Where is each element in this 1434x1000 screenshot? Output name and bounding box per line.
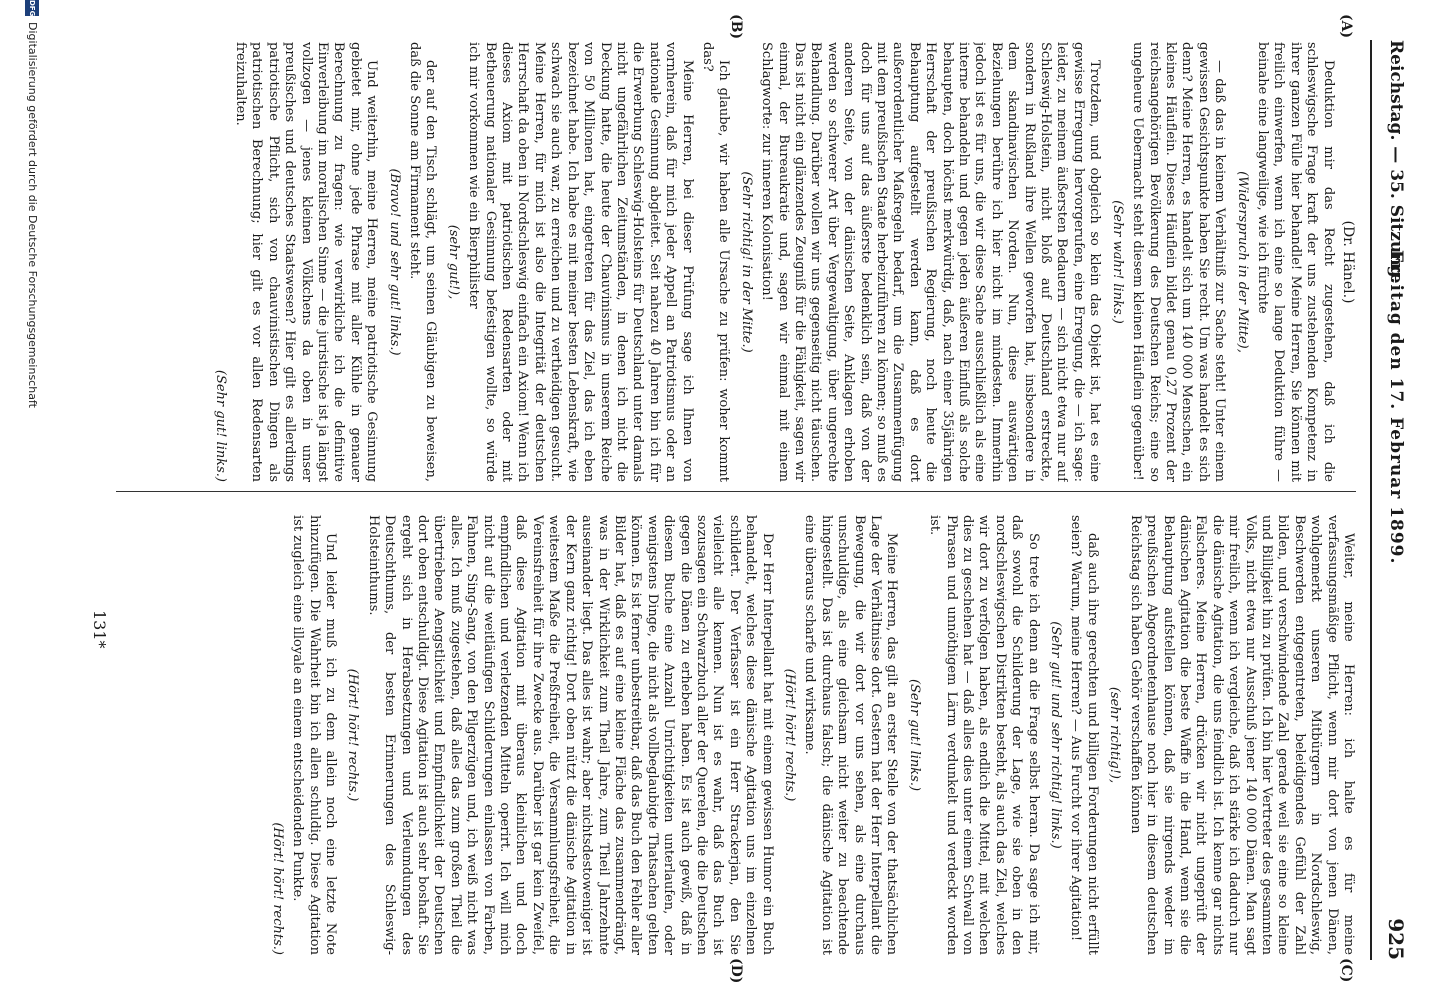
interjection: (Sehr gut! links.) (906, 678, 922, 792)
paragraph: daß auch ihre gerechten und billigen Forderungen nicht erfüllt seien? Warum, meine Herren? — Aus Furcht vor ihrer Agitation! (1068, 515, 1100, 955)
paragraph: Und leider muß ich zu dem allein noch eine letzte Note hinzufügen. Die Wahrheit bin ich allen schuldig. Diese Agitation ist zugleich eine illoyale an einem entscheidenden Punkte. (290, 515, 339, 955)
interjection: (Widerspruch in der Mitte), (1234, 171, 1250, 353)
interjection: (Bravo! und sehr gut! links.) (386, 168, 402, 356)
paragraph: Deduktion mir das Recht zugestehen, daß ich die schleswigsche Frage kraft der uns zustehenden Kompetenz in ihrer ganzen Fülle hier behandle! Meine Herren, Sie können mit freilich einwerfen, wenn ich eine so lange Deduktion führe — beinahe eine langweilige, wie ich fürchte (1254, 42, 1336, 482)
interjection: (Hört! hört! rechts.) (269, 822, 285, 955)
interjection: (Sehr gut! und sehr richtig! links.) (1048, 621, 1064, 849)
digitization-credit (25, 0, 39, 1000)
interjection: (Sehr richtig! in der Mitte.) (738, 171, 754, 353)
interjection: (sehr richtig!), (1107, 686, 1123, 784)
left-column (116, 42, 1356, 482)
paragraph: — daß das in keinem Verhältniß zur Sache steht! Unter einem gewissen Gesichtspunkte haben Sie recht. Um was handelt es sich denn? Meine Herren, es handelt sich um 140 000 Menschen, ein kleines Häuflein. Dieses Häuflein bildet genau 0,27 Prozent der reichsangehörigen Bevölkerung des Deutschen Reichs; eine so ungeheure Uebermacht steht diesem kleinen Häuflein gegenüber! (1130, 42, 1228, 482)
header-date: Freitag den 17. Februar 1899. (1386, 250, 1406, 565)
margin-marker-d: (D) (728, 958, 744, 984)
right-column (116, 515, 1356, 955)
paragraph: Ich glaube, wir haben alle Ursache zu prüfen: woher kommt das? (699, 42, 732, 482)
page-header (1376, 40, 1416, 960)
header-rule (1370, 40, 1372, 960)
margin-marker-c: (C) (1338, 958, 1354, 983)
interjection: (Sehr wahr! links.) (1109, 200, 1125, 324)
interjection: (sehr gut!), (445, 224, 461, 300)
header-page-number: 925 (1384, 918, 1408, 960)
paragraph: Und weiterhin, meine Herren, meine patriotische Gesinnung gebietet mir, ohne jede Phrase mit aller Kühle in genauer Berechnung zu fragen: wie verwirkliche ich die definitive Einverleibung im moralischen Sinne — die juristische ist ja längst vollzogen — jenes kleinen Völkchens da oben in unser preußisches und deutsches Staatswesen? Hier gilt es allerdings patriotische Pflicht, sich von chauvinistischen Dingen als patriotischen Berechnung; hier gilt es vor allen Redensarten freizuhalten. (233, 42, 380, 482)
dfg-logo-icon: DFG (25, 0, 39, 16)
paragraph: Weiter, meine Herren: ich halte es für meine verfassungsmäßige Pflicht, wenn mir dort von jenen Dänen, wohlgemerkt unseren Mitbürgern in Nordschleswig, Beschwerden entgegentreten, beleidigendes Gefühl der Zahl bilden, und verschwindende Zahl gerade weil sie eine so kleine und Billigkeit hin zu prüfen. Ich bin hier Vertreter des gesammten Volks, nicht etwa nur Ausschuß jener 140 000 Dänen. Man sagt mir freilich, wenn ich vergleiche, daß ich stärke ich dadurch nur die dänische Agitation, die uns feindlich ist. Ich kenne gar nichts Falscheres. Meine Herren, drücken wir nicht ungeprüft der dänischen Agitation die beste Waffe in die Hand, wenn sie die Behauptung aufstellen können, daß sie nirgends weder im preußischen Abgeordnetenhause noch hier in diesem deutschen Reichstag sich haben Gehör verschaffen können (1127, 515, 1356, 955)
paragraph: der auf den Tisch schlägt, um seinen Gläubigen zu beweisen, daß die Sonne am Firmament steht. (407, 42, 439, 482)
paragraph: So trete ich denn an die Frage selbst heran. Da sage ich mir, daß sowohl die Schilderung der Lage, wie sie oben in den nordschleswigschen Distrikten besteht, als auch das Ziel, welches wir dort zu verfolgen haben, als endlich die Mittel, mit welchen dies zu geschehen hat — daß alles dies unter einem Schwall von Phrasen und unnöthigem Lärm verdunkelt und verdeckt worden ist. (927, 515, 1041, 955)
credit-text: Digitalisierung gefördert durch die Deutsche Forschungsgemeinschaft (26, 22, 39, 408)
paragraph: Meine Herren, bei dieser Prüfung sage ich Ihnen von vornherein, daß für mich jeder Appell an Patriotismus oder an nationale Gesinnung abgleitet. Seit nahezu 40 Jahren bin ich für die Erwerbung Schleswig-Holsteins für Deutschland unter damals nicht ungefährlichen Zeitumständen, in denen ich nicht die Deckung hatte, die heute der Chauvinismus in unserem Reiche von 50 Millionen hat, eingetreten für das Ziel, das ich eben bezeichnet habe. Ich habe es mit meiner besten Lebenskraft, wie schwach sie auch war, zu erreichen und zu vertheidigen gesucht. Meine Herren, für mich ist also die Integrität der deutschen Herrschaft da oben in Nordschleswig einfach ein Axiom! Wenn ich dieses Axiom mit patriotischen Redensarten oder mit Betheuerung nationaler Gesinnung befestigen wollte, so würde ich mir vorkommen wie ein Bierphilister (466, 42, 695, 482)
sheet-number: 131* (90, 610, 109, 649)
column-divider (116, 491, 1356, 492)
paragraph: Trotzdem, und obgleich so klein das Objekt ist, hat es eine gewisse Erregung hervorgerufen, eine Erregung, die — ich sage: leider, zu meinem äußersten Bedauern — sich nicht etwa nur auf Schleswig-Holstein, nicht bloß auf Deutschland erstreckte, sondern in Rußland ihre Wellen geworfen hat, insbesondere in dem skandinavischen Norden. Nun, diese auswärtigen Beziehungen berühre ich hier nicht im mindesten. Immerhin jedoch ist es für uns, die wir diese Sache ausschließlich als eine interne behandeln und gegen jeden äußeren Einfluß als solche behaupten, doch höchst merkwürdig, daß, nach einer 35jährigen Herrschaft der preußischen Regierung, noch heute die Behauptung aufgestellt werden kann, daß es dort außerordentlicher Maßregeln bedarf, um die Zusammenfügung mit dem preußischen Staate herbeizuführen zu können; so muß es doch für uns auf das äußerste bedenklich sein, daß von der anderen Seite, von der dänischen Seite, Anklagen erhoben werden so schwerer Art über Vergewaltigung, über ungerechte Behandlung. Darüber wollen wir uns gegenseitig nicht täuschen. Das ist nicht ein glänzendes Zeugniß für die Fähigkeit, sagen wir einmal, der Bureaukratie und, sagen wir einmal mit einem Schlagworte: zur inneren Kolonisation! (759, 42, 1103, 482)
speaker-name: (Dr. Hänel.) (1340, 220, 1356, 304)
paragraph: Der Herr Interpellant hat mit einem gewissen Humor ein Buch behandelt, welches diese dänische Agitation uns im einzelnen schildert. Der Verfasser ist ein Herr Strackerjan, den Sie vielleicht alle kennen. Nun ist es wahr, daß das Buch ist sozusagen ein Schwarzbuch aller der Querelen, die die Deutschen gegen die Dänen zu erheben haben. Es ist auch gewiß, daß in diesem Buche eine Anzahl Unrichtigkeiten unterlaufen, oder wenigstens Dinge, die nicht als vollbeglaubigte Thatsachen gelten können. Es ist ferner unbestreitbar, daß das Buch den Fehler aller Bilder hat, daß es auf eine kleine Fläche das zusammendrängt, was in der Wirklichkeit zum Theil Jahre, zum Theil Jahrzehnte auseinander liegt. Das alles ist wahr; aber nichtsdestoweniger ist der Kern ganz richtig! Dort oben nützt die dänische Agitation in weitestem Maße die Preßfreiheit, die Versammlungsfreiheit, die Vereinsfreiheit für ihre Zwecke aus. Darüber ist gar kein Zweifel, daß diese Agitation mit überaus kleinlichen und doch empfindlichen und verletzenden Mitteln operirt. Ich will mich nicht auf die weitläufigen Schilderungen einlassen von Farben, Fahnen, Sing-Sang, von den Pilgerzügen und, ich weiß nicht was alles. Ich muß zugestehen, daß alles das zum großen Theil die übertriebene Aengstlichkeit und Empfindlichkeit der Deutschen dort oben entschuldigt. Diese Agitation ist auch sehr boshaft. Sie ergeht sich in Herabsetzungen und Verleumdungen des Deutschthums, der besten Erinnerungen des Schleswig-Holsteinthums. (365, 515, 775, 955)
header-session: Reichstag. — 35. Sitzung. (1386, 40, 1406, 284)
interjection: (Hört! hört! rechts.) (782, 668, 797, 802)
paragraph: Meine Herren, das gilt an erster Stelle von der thatsächlichen Lage der Verhältnisse dort. Gestern hat der Herr Interpellant die Bewegung, die wir dort vor uns sehen, als eine durchaus unschuldige, als eine gleichsam nicht weiter zu beachtende hingestellt. Das ist durchaus falsch; die dänische Agitation ist eine überaus scharfe und wirksame. (802, 515, 900, 955)
margin-marker-a: (A) (1338, 14, 1354, 39)
margin-marker-b: (B) (728, 14, 744, 40)
interjection: (Hört! hört! rechts.) (345, 668, 361, 802)
interjection: (Sehr gut! links.) (212, 369, 228, 482)
